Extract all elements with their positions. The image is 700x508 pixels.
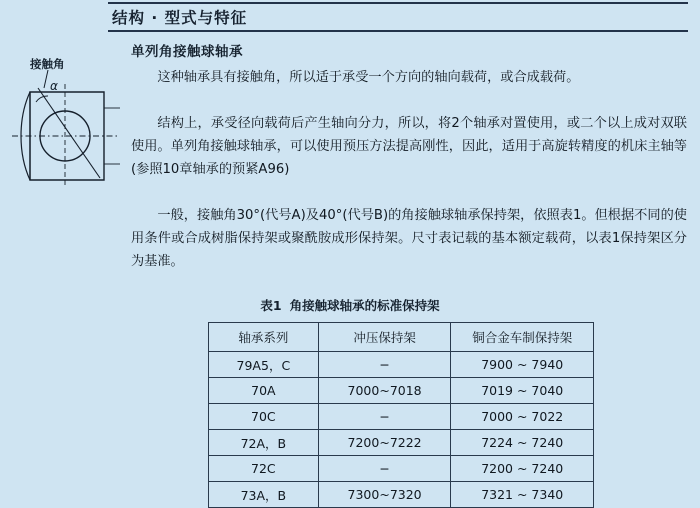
paragraph-3: 一般，接触角30°(代号A)及40°(代号B)的角接触球轴承保持架，依照表1。但根据不同的使用条件或合成树脂保持架或聚酰胺成形保持架。尺寸表记载的基本额定载荷，以表1保持架区分为基准。 <box>131 208 687 269</box>
bearing-diagram <box>8 48 128 198</box>
contact-angle-label: 接触角 <box>30 57 65 71</box>
cell-machined: 7019 ~ 7040 <box>451 378 594 404</box>
cell-machined: 7000 ~ 7022 <box>451 404 594 430</box>
bearing-cross-section-icon <box>8 48 128 198</box>
cell-pressed: − <box>318 456 451 482</box>
table-row <box>209 482 594 508</box>
cell-series: 79A5，C <box>209 352 319 378</box>
table-row <box>209 456 594 482</box>
table-header-row <box>209 323 594 352</box>
cell-pressed: − <box>318 404 451 430</box>
cell-pressed: − <box>318 352 451 378</box>
table-row <box>209 378 594 404</box>
table-caption <box>0 296 700 314</box>
table-caption-number: 表1 <box>260 298 282 313</box>
cell-pressed: 7000~7018 <box>318 378 451 404</box>
header-rule-top <box>108 2 688 4</box>
table-row <box>209 352 594 378</box>
table-row <box>209 430 594 456</box>
column-header-pressed-cage: 冲压保持架 <box>318 323 451 352</box>
alpha-symbol-label: α <box>50 79 58 93</box>
cell-pressed: 7300~7320 <box>318 482 451 508</box>
table-caption-text: 角接触球轴承的标准保持架 <box>289 298 440 313</box>
column-header-machined-brass-cage: 铜合金车制保持架 <box>451 323 594 352</box>
cell-machined: 7321 ~ 7340 <box>451 482 594 508</box>
header-rule-bottom <box>108 30 688 32</box>
page-title: 结构 · 型式与特征 <box>112 9 248 27</box>
standard-cage-table <box>208 322 594 508</box>
cell-machined: 7900 ~ 7940 <box>451 352 594 378</box>
cell-series: 70C <box>209 404 319 430</box>
paragraph-1: 这种轴承具有接触角，所以适于承受一个方向的轴向载荷，或合成载荷。 <box>157 70 580 85</box>
page-header <box>0 0 700 34</box>
cell-pressed: 7200~7222 <box>318 430 451 456</box>
section-subtitle: 单列角接触球轴承 <box>131 44 243 60</box>
cell-series: 72A，B <box>209 430 319 456</box>
cell-machined: 7224 ~ 7240 <box>451 430 594 456</box>
cell-series: 73A，B <box>209 482 319 508</box>
table-row <box>209 404 594 430</box>
cell-machined: 7200 ~ 7240 <box>451 456 594 482</box>
column-header-series: 轴承系列 <box>209 323 319 352</box>
cell-series: 72C <box>209 456 319 482</box>
cell-series: 70A <box>209 378 319 404</box>
paragraph-2: 结构上，承受径向载荷后产生轴向分力，所以，将2个轴承对置使用，或二个以上成对双联使用。单列角接触球轴承，可以使用预压方法提高刚性，因此，适用于高旋转精度的机床主轴等(参照10章轴承的预紧A96) <box>131 116 687 177</box>
